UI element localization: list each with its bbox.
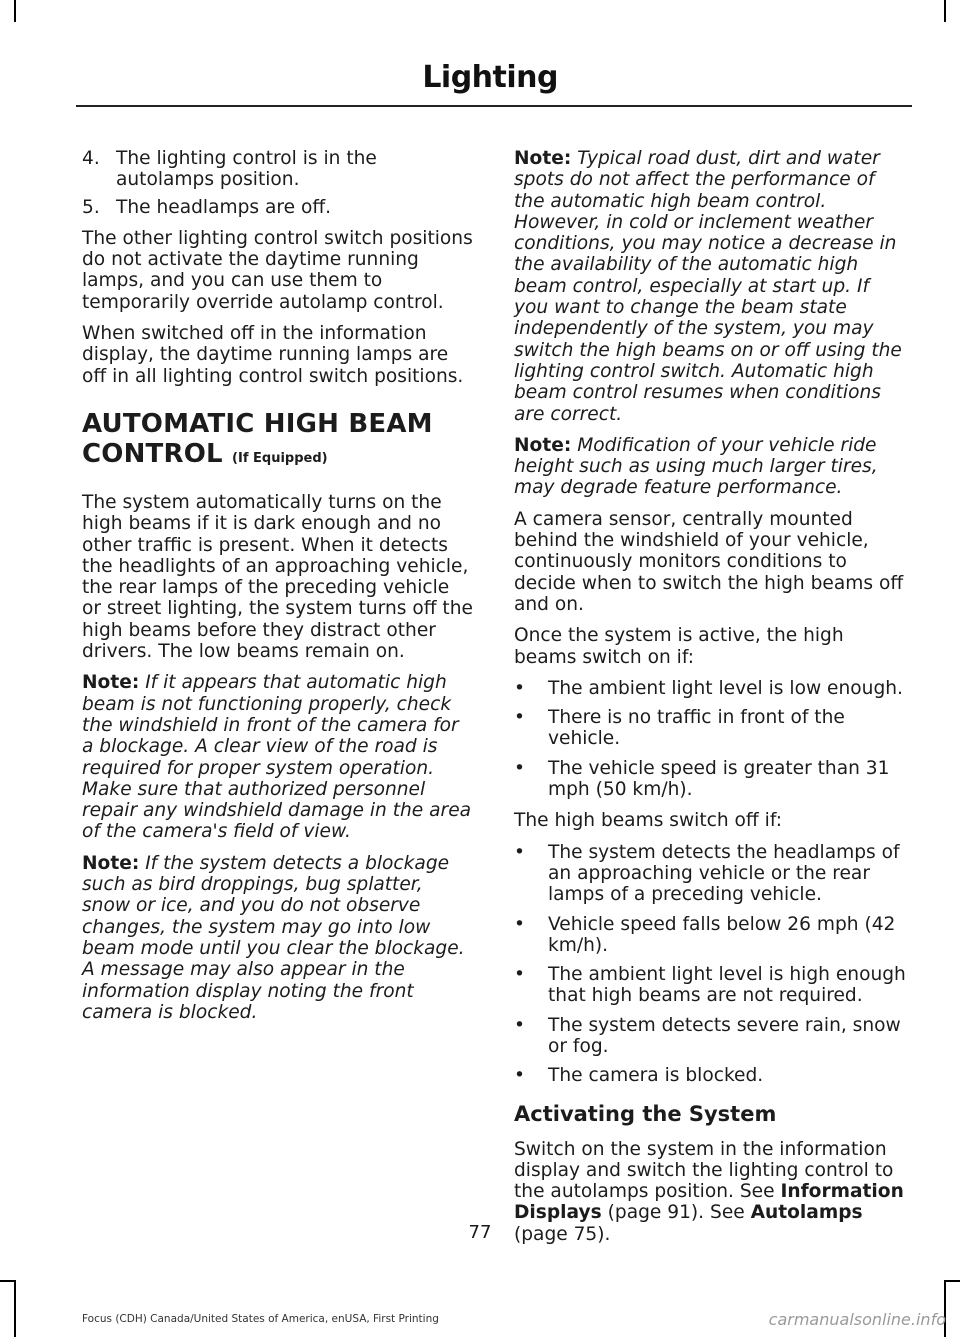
note-text: Modification of your vehicle ride height such as using much larger tires, may degrade feature performance.	[514, 434, 878, 499]
xref-autolamps-link[interactable]: Autolamps	[750, 1202, 863, 1224]
bullet-icon: •	[514, 757, 525, 779]
publication-footer: Focus (CDH) Canada/United States of America, enUSA, First Printing	[82, 1313, 439, 1325]
list-number: 5.	[82, 196, 100, 218]
list-item	[514, 1015, 906, 1058]
note-text: Typical road dust, dirt and water spots do not affect the performance of the automatic high beam control. However, in cold or inclement weather conditions, you may notice a decrease in the availability of the automatic high beam control, especially at start up. If you want to change the beam state independently of the system, you may switch the high beams on or off using the lighting control switch. Automatic high beam control resumes when conditions are correct.	[514, 148, 902, 425]
list-item	[514, 964, 906, 1007]
list-text: Vehicle speed falls below 26 mph (42 km/h).	[548, 913, 896, 956]
note-label: Note:	[514, 148, 572, 169]
page-number: 77	[468, 1222, 492, 1243]
crop-mark-bottom-left-horizontal	[0, 1280, 16, 1282]
paragraph: When switched off in the information display, the daytime running lamps are off in all lighting control switch positions.	[82, 323, 464, 387]
crop-mark-top-right-vertical	[944, 0, 946, 22]
bullet-list-on	[514, 678, 906, 800]
heading-text: AUTOMATIC HIGH BEAM CONTROL	[82, 408, 433, 469]
watermark: carmanualsonline.info	[768, 1310, 946, 1329]
section-title: Lighting	[422, 60, 558, 95]
right-column	[514, 148, 906, 1255]
xref-page: (page 91).	[607, 1202, 705, 1224]
list-item	[514, 1065, 906, 1086]
list-item	[514, 678, 906, 699]
note-label: Note:	[514, 434, 572, 456]
list-item	[514, 758, 906, 801]
bullet-list-off	[514, 842, 906, 1087]
list-item	[82, 148, 474, 191]
section-rule	[76, 105, 912, 107]
list-text: The lighting control is in the autolamps position.	[116, 148, 377, 191]
list-text: There is no traffic in front of the vehicle.	[548, 707, 845, 750]
crop-mark-top-left-vertical	[14, 0, 16, 22]
bullet-icon: •	[514, 1065, 525, 1087]
list-text: The camera is blocked.	[548, 1065, 764, 1087]
list-item	[514, 842, 906, 906]
list-text: The ambient light level is high enough that high beams are not required.	[548, 964, 906, 1007]
see-label: See	[710, 1202, 745, 1224]
note-text: If the system detects a blockage such as bird droppings, bug splatter, snow or ice, and you do not observe changes, the system may go into low beam mode until you clear the blockage. A message may also appear in the information display noting the front camera is blocked.	[82, 852, 465, 1023]
bullet-icon: •	[514, 841, 525, 863]
list-item	[514, 707, 906, 750]
list-number: 4.	[82, 148, 100, 169]
paragraph: Once the system is active, the high beams switch on if:	[514, 625, 844, 668]
bullet-icon: •	[514, 1014, 525, 1036]
note	[82, 853, 474, 1023]
list-text: The system detects the headlamps of an approaching vehicle or the rear lamps of a preceding vehicle.	[548, 841, 900, 906]
paragraph: The other lighting control switch positions do not activate the daytime running lamps, and you can use them to temporarily override autolamp control.	[82, 227, 473, 313]
note-label: Note:	[82, 852, 140, 874]
crop-mark-bottom-right-horizontal	[944, 1280, 960, 1282]
bullet-icon: •	[514, 677, 525, 699]
paragraph: The high beams switch off if:	[514, 810, 782, 832]
bullet-icon: •	[514, 707, 525, 729]
paragraph: The system automatically turns on the high beams if it is dark enough and no other traffic is present. When it detects the headlights of an approaching vehicle, the rear lamps of the preceding vehicle or street lighting, the system turns off the high beams before they distract other drivers. The low beams remain on.	[82, 491, 473, 663]
numbered-list	[82, 148, 474, 218]
see-label: See	[739, 1181, 775, 1203]
crop-mark-bottom-left-vertical	[14, 1280, 16, 1337]
paragraph: A camera sensor, centrally mounted behind the windshield of your vehicle, continuously monitors conditions to decide when to switch the high beams off and on.	[514, 508, 904, 615]
heading-suffix: (If Equipped)	[232, 450, 328, 466]
bullet-icon: •	[514, 964, 525, 986]
section-heading	[82, 409, 474, 474]
list-text: The ambient light level is low enough.	[548, 677, 903, 699]
list-item	[514, 914, 906, 957]
note-label: Note:	[82, 672, 140, 694]
note-text: If it appears that automatic high beam is not functioning properly, check the windshield in front of the camera for a blockage. A clear view of the road is required for proper system operation. Make sure that authorized personnel repair any windshield damage in the area of the camera's field of view.	[82, 672, 472, 843]
activating-text: Switch on the system in the information display and switch the lighting control to the autolamps position.	[514, 1138, 894, 1203]
bullet-icon: •	[514, 913, 525, 935]
note	[514, 148, 906, 425]
note	[514, 435, 906, 499]
left-column	[82, 148, 474, 1033]
list-text: The system detects severe rain, snow or fog.	[548, 1014, 901, 1057]
xref-page: (page 75).	[514, 1223, 611, 1245]
note	[82, 672, 474, 842]
subheading: Activating the System	[514, 1101, 777, 1126]
xref-information-displays-link[interactable]: Information Displays	[514, 1181, 904, 1224]
list-item	[82, 197, 474, 218]
list-text: The headlamps are off.	[116, 196, 332, 218]
list-text: The vehicle speed is greater than 31 mph (50 km/h).	[548, 757, 890, 801]
